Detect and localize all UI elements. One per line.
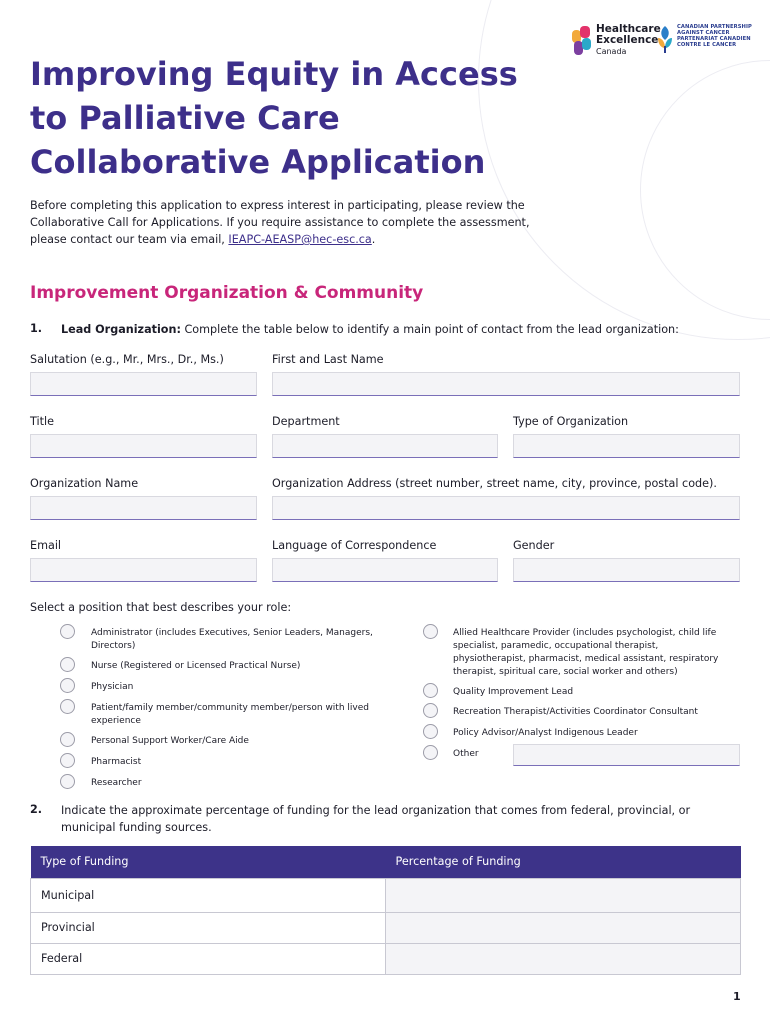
role-radio-allied-healthcare[interactable] [423,624,438,639]
role-radio-psw[interactable] [60,732,75,747]
role-label-other: Other [453,749,479,759]
page-number: 1 [733,990,741,1003]
org-type-field[interactable] [513,434,740,458]
role-label-quality-improvement: Quality Improvement Lead [453,687,574,697]
question-1-number: 1. [30,322,43,335]
role-other-field[interactable] [513,744,740,766]
cpac-logo-text-4: CONTRE LE CANCER [677,42,737,48]
org-name-label: Organization Name [30,477,139,490]
intro-end: . [371,233,376,246]
funding-type-header: Type of Funding [31,846,386,878]
funding-percentage-municipal-field[interactable] [386,878,741,912]
org-name-field[interactable] [30,496,257,520]
intro-paragraph [30,197,530,248]
hec-logo-text-1: Healthcare [596,23,661,35]
role-label-administrator: Administrator (includes Executives, Senior Leaders, Managers, Directors) [91,628,373,651]
role-radio-researcher[interactable] [60,774,75,789]
role-label-allied-healthcare: Allied Healthcare Provider (includes psychologist, child life specialist, paramedic, occupational therapist, physiotherapist, pharmacist, medical assistant, respiratory therapist, spiritual care, social worker and others) [453,628,719,677]
cpac-logo-text-3: PARTENARIAT CANADIEN [677,36,751,42]
role-radio-physician[interactable] [60,678,75,693]
role-radio-quality-improvement[interactable] [423,683,438,698]
funding-table-header-row [31,846,741,878]
role-label-pharmacist: Pharmacist [91,757,142,767]
cpac-logo-text-1: CANADIAN PARTNERSHIP [677,24,752,30]
funding-percentage-header: Percentage of Funding [386,846,741,878]
page-title: Improving Equity in Access to Palliative Care Collaborative Application [30,55,518,181]
intro-text: Before completing this application to express interest in participating, please review the Collaborative Call for Applications. If you require assistance to complete the assessment, please contact our team via email, [30,199,530,246]
salutation-field[interactable] [30,372,257,396]
funding-type-municipal: Municipal [31,878,386,912]
role-radio-other[interactable] [423,745,438,760]
question-1-bold: Lead Organization: [61,323,181,336]
gender-label: Gender [513,539,555,552]
funding-type-provincial: Provincial [31,912,386,943]
title-field[interactable] [30,434,257,458]
section-title: Improvement Organization & Community [30,283,424,303]
role-radio-administrator[interactable] [60,624,75,639]
hec-logo-text-2: Excellence [596,34,659,46]
name-field[interactable] [272,372,740,396]
role-label-psw: Personal Support Worker/Care Aide [91,736,249,746]
role-label-physician: Physician [91,682,134,692]
contact-email-link[interactable]: IEAPC-AEASP@hec-esc.ca [228,233,372,246]
role-label-nurse: Nurse (Registered or Licensed Practical Nurse) [91,661,301,671]
funding-percentage-provincial-field[interactable] [386,912,741,943]
hec-logo-mark-icon [572,26,592,56]
name-label: First and Last Name [272,353,384,366]
department-field[interactable] [272,434,498,458]
org-address-label: Organization Address (street number, street name, city, province, postal code). [272,477,717,490]
org-address-field[interactable] [272,496,740,520]
question-1-body: Complete the table below to identify a main point of contact from the lead organization: [180,323,679,336]
role-question: Select a position that best describes your role: [30,601,292,614]
table-row [31,878,741,912]
role-label-patient-family: Patient/family member/community member/person with lived experience [91,703,369,726]
cpac-logo [656,24,752,54]
question-2-number: 2. [30,803,43,816]
question-2-text: Indicate the approximate percentage of funding for the lead organization that comes from federal, provincial, or municipal funding sources. [61,804,691,834]
role-label-researcher: Researcher [91,778,142,788]
question-1-text [61,321,741,338]
table-row [31,912,741,943]
email-field[interactable] [30,558,257,582]
role-radio-patient-family[interactable] [60,699,75,714]
title-label: Title [30,415,54,428]
role-label-policy-advisor: Policy Advisor/Analyst Indigenous Leader [453,728,638,738]
funding-type-federal: Federal [31,943,386,974]
language-field[interactable] [272,558,498,582]
role-label-recreation-therapist: Recreation Therapist/Activities Coordinator Consultant [453,707,698,717]
cpac-logo-text-2: AGAINST CANCER [677,30,730,36]
language-label: Language of Correspondence [272,539,437,552]
funding-percentage-federal-field[interactable] [386,943,741,974]
healthcare-excellence-canada-logo [572,24,661,57]
role-radio-pharmacist[interactable] [60,753,75,768]
salutation-label: Salutation (e.g., Mr., Mrs., Dr., Ms.) [30,353,224,366]
funding-table [30,846,741,975]
role-radio-nurse[interactable] [60,657,75,672]
cpac-logo-mark-icon [656,24,674,54]
gender-field[interactable] [513,558,740,582]
org-type-label: Type of Organization [513,415,629,428]
email-label: Email [30,539,62,552]
role-radio-policy-advisor[interactable] [423,724,438,739]
role-radio-recreation-therapist[interactable] [423,703,438,718]
hec-logo-text-3: Canada [596,47,627,56]
table-row [31,943,741,974]
department-label: Department [272,415,340,428]
